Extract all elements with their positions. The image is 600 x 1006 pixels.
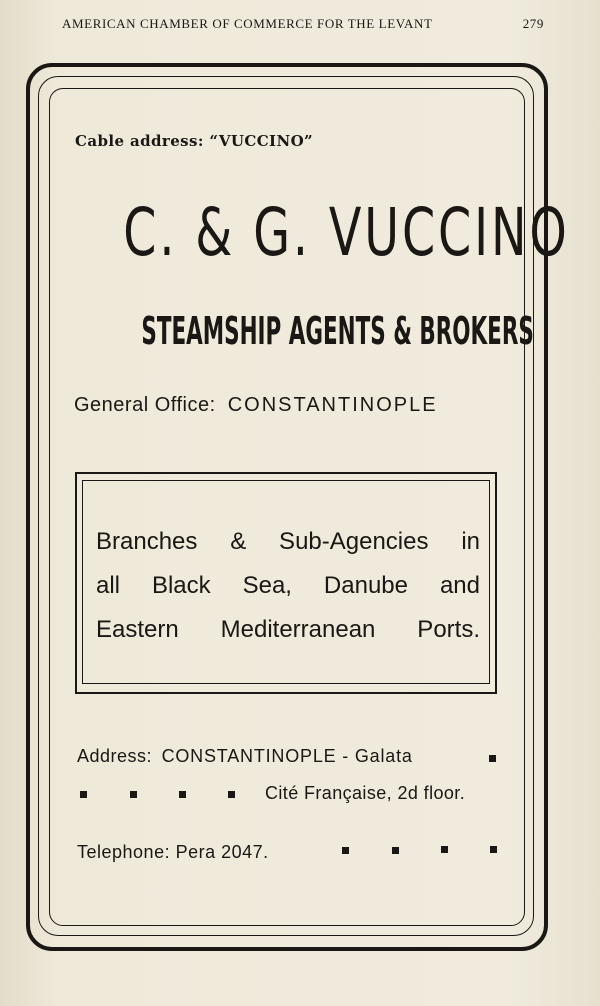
address-value: CONSTANTINOPLE - Galata — [161, 746, 413, 766]
ornament-square — [130, 791, 137, 798]
branches-line: Eastern Mediterranean Ports. — [96, 616, 480, 643]
telephone: Telephone: Pera 2047. — [77, 842, 269, 862]
address-line-2: Cité Française, 2d floor. — [265, 783, 466, 803]
branches-text — [96, 520, 480, 652]
ornament-square — [489, 755, 496, 762]
general-office-label: General Office: — [74, 394, 216, 416]
ornament-square — [392, 847, 399, 854]
general-office — [74, 394, 438, 417]
business-line: STEAMSHIP AGENTS & BROKERS — [141, 309, 534, 353]
ornament-square — [441, 846, 448, 853]
address — [77, 746, 413, 767]
ornament-square — [342, 847, 349, 854]
page-number: 279 — [522, 16, 544, 31]
ornament-square — [490, 846, 497, 853]
branches-line: all Black Sea, Danube and — [96, 572, 480, 599]
branches-line: Branches & Sub-Agencies in — [96, 528, 480, 555]
running-head-title: AMERICAN CHAMBER OF COMMERCE FOR THE LEVANT — [62, 16, 433, 31]
ornament-square — [179, 791, 186, 798]
running-head — [62, 16, 544, 34]
ornament-square — [80, 791, 87, 798]
firm-name: C. & G. VUCCINO — [123, 194, 570, 271]
address-label: Address: — [77, 746, 153, 766]
ornament-square — [228, 791, 235, 798]
general-office-value: CONSTANTINOPLE — [227, 394, 438, 416]
cable-address: Cable address: “VUCCINO” — [75, 132, 314, 150]
